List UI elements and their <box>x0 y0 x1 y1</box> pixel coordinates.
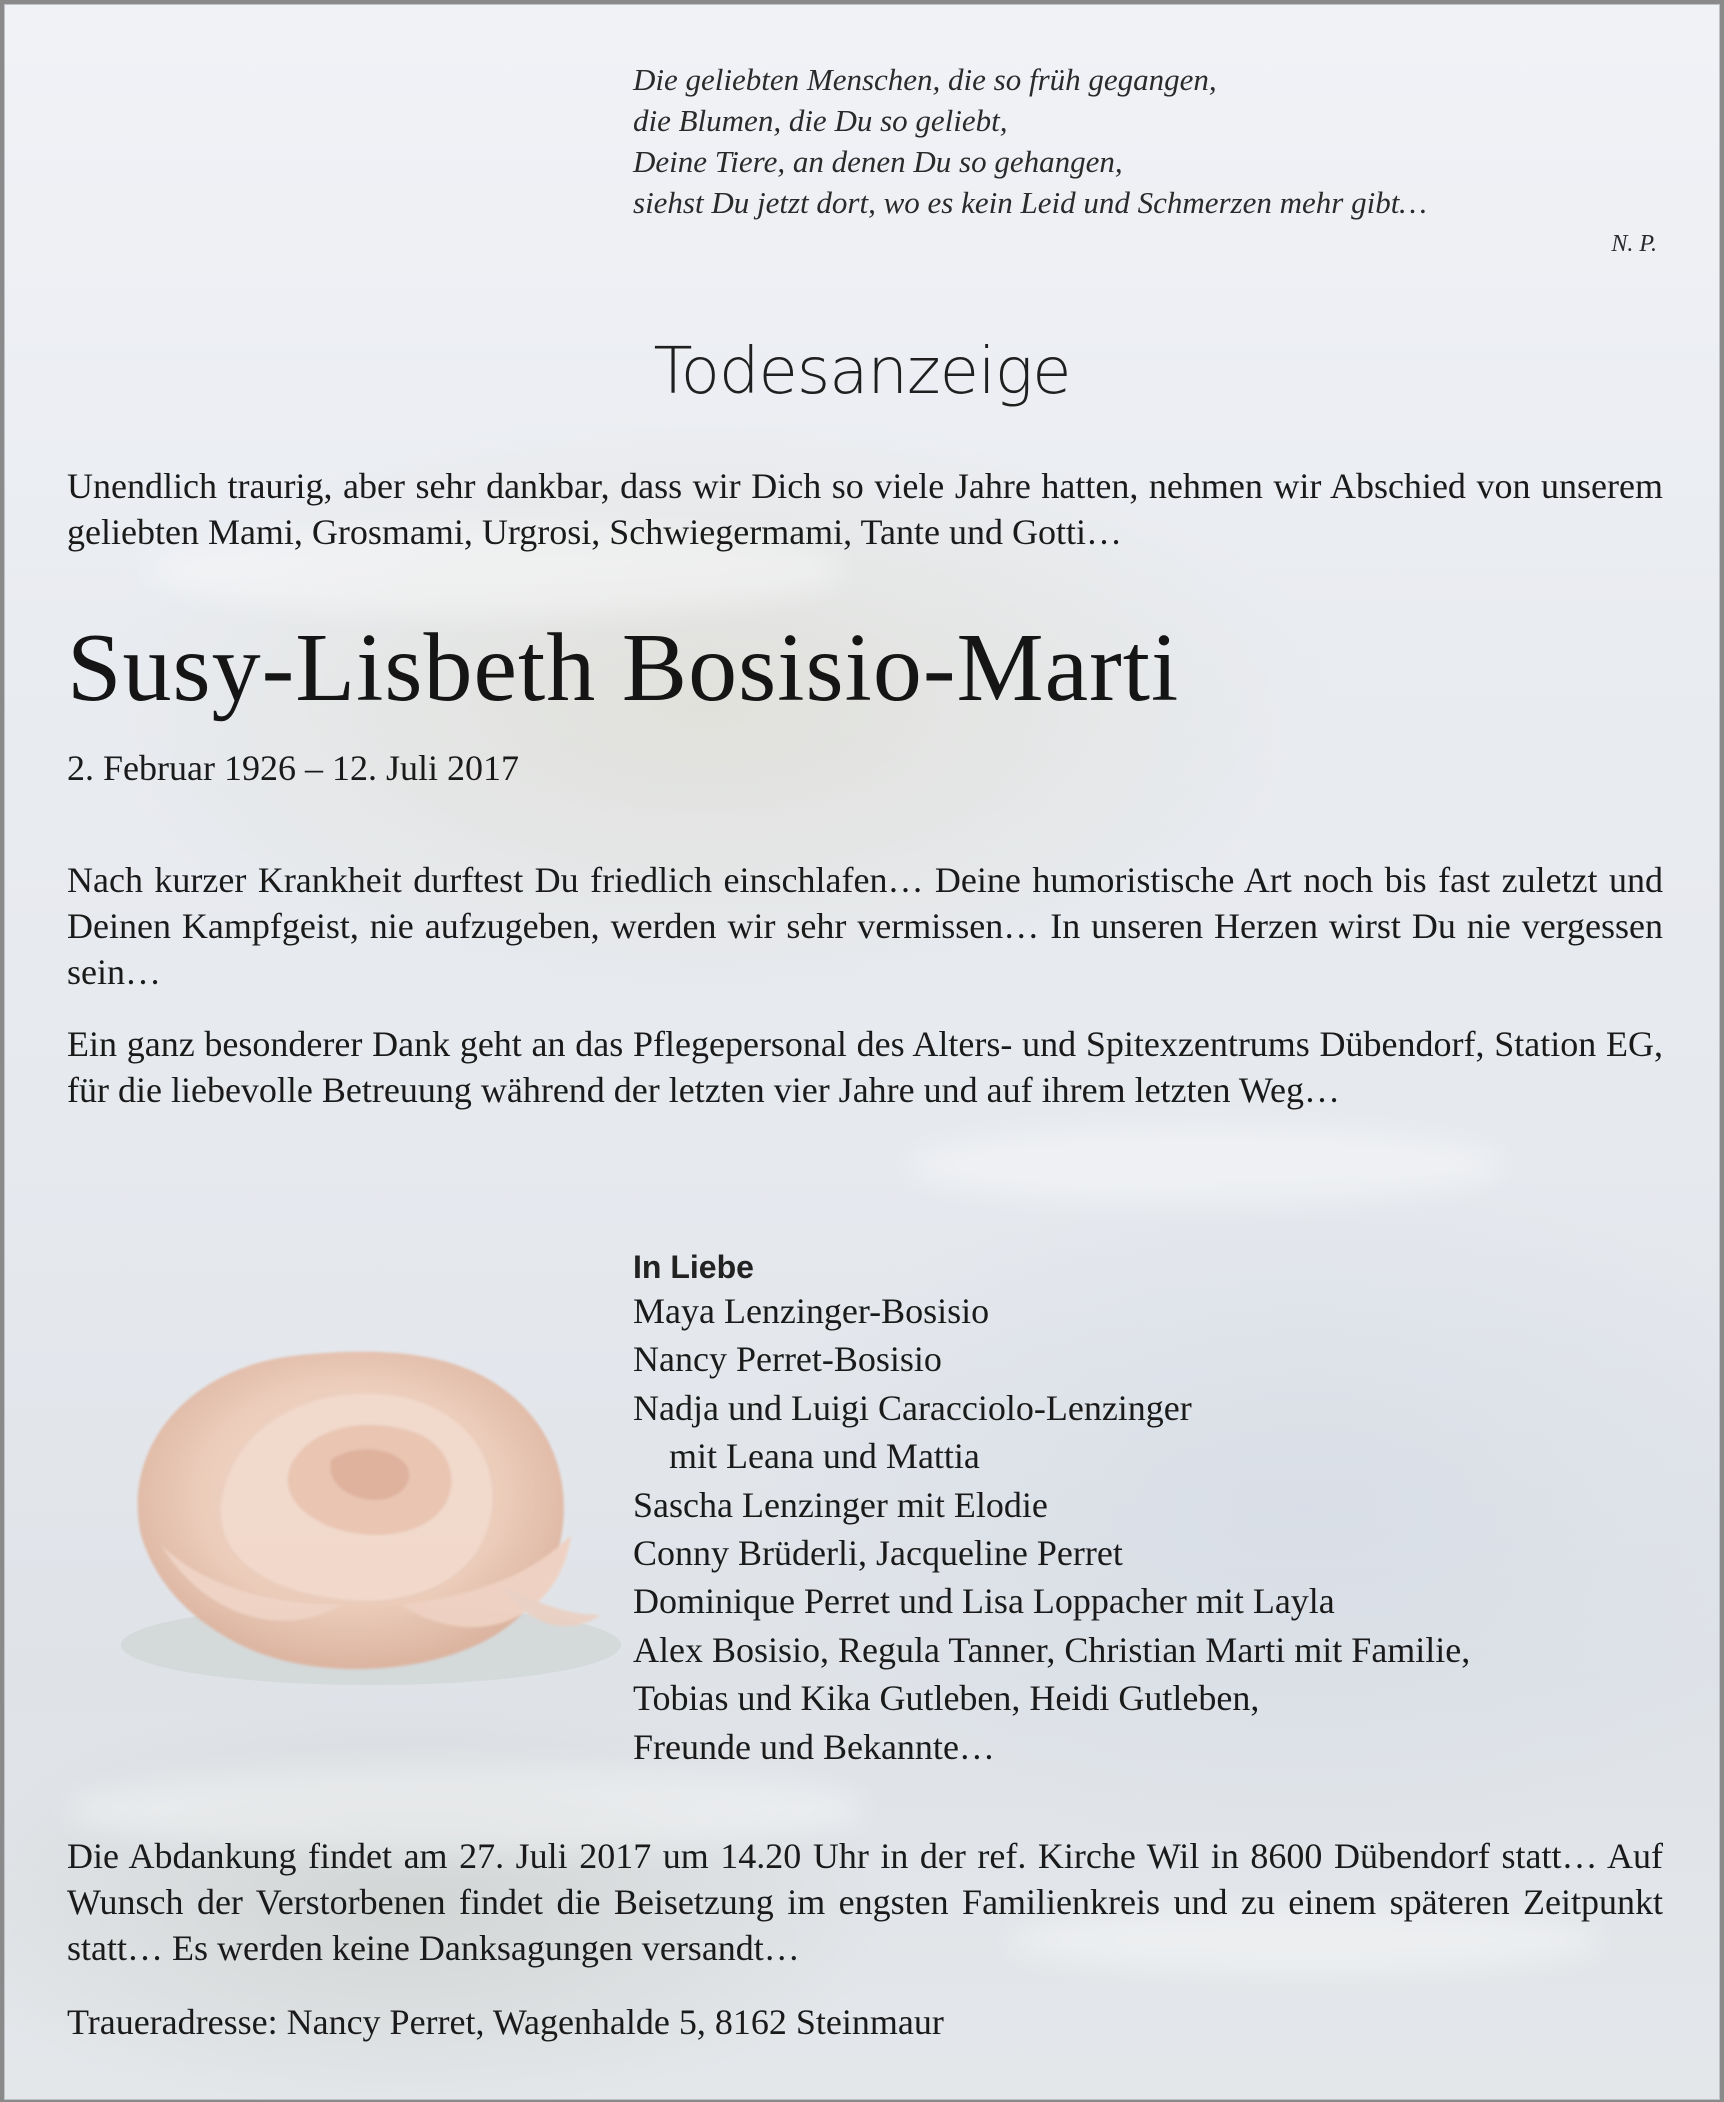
mourners-heading: In Liebe <box>633 1249 754 1285</box>
mourner-name: mit Leana und Mattia <box>669 1436 980 1477</box>
poem-line: die Blumen, die Du so geliebt, <box>633 103 1008 138</box>
mourner-name: Sascha Lenzinger mit Elodie <box>633 1484 1048 1525</box>
mourner-name: Alex Bosisio, Regula Tanner, Christian Marti mit Familie, <box>633 1629 1471 1670</box>
mourners-list <box>633 1247 1673 1771</box>
life-dates: 2. Februar 1926 – 12. Juli 2017 <box>67 748 519 788</box>
mourner-name: Dominique Perret und Lisa Loppacher mit Layla <box>633 1581 1335 1622</box>
poem-signature: N. P. <box>1611 231 1657 257</box>
rose-image <box>101 1285 641 1705</box>
page-title: Todesanzeige <box>653 335 1071 409</box>
obituary-page <box>4 4 1720 2100</box>
paragraph-farewell: Nach kurzer Krankheit durftest Du friedlich einschlafen… Deine humoristische Art noch bis fast zuletzt und Deinen Kampfgeist, nie aufzugeben, werden wir sehr vermissen… In unseren Herzen wirst Du nie vergessen sein… <box>67 860 1663 992</box>
mourner-name: Maya Lenzinger-Bosisio <box>633 1291 990 1331</box>
mourner-name: Tobias und Kika Gutleben, Heidi Gutleben, <box>633 1678 1260 1719</box>
poem <box>633 59 1663 223</box>
mourner-name: Freunde und Bekannte… <box>633 1726 995 1767</box>
deceased-name: Susy-Lisbeth Bosisio-Marti <box>67 614 1180 722</box>
intro-text: Unendlich traurig, aber sehr dankbar, dass wir Dich so viele Jahre hatten, nehmen wir Abschied von unserem geliebten Mami, Grosmami, Urgrosi, Schwiegermami, Tante und Gotti… <box>67 466 1663 552</box>
background-ripple <box>905 1125 1505 1205</box>
poem-line: Deine Tiere, an denen Du so gehangen, <box>633 144 1123 179</box>
mourner-name: Nancy Perret-Bosisio <box>633 1339 942 1380</box>
mourner-name: Conny Brüderli, Jacqueline Perret <box>633 1533 1123 1574</box>
paragraph-thanks: Ein ganz besonderer Dank geht an das Pflegepersonal des Alters- und Spitexzentrums Dübendorf, Station EG, für die liebevolle Betreuung während der letzten vier Jahre und auf ihrem letzten Weg… <box>67 1024 1663 1110</box>
mourning-address: Traueradresse: Nancy Perret, Wagenhalde 5, 8162 Steinmaur <box>67 2002 944 2042</box>
mourner-name: Nadja und Luigi Caracciolo-Lenzinger <box>633 1387 1192 1428</box>
poem-line: Die geliebten Menschen, die so früh gegangen, <box>633 62 1217 97</box>
service-details: Die Abdankung findet am 27. Juli 2017 um 14.20 Uhr in der ref. Kirche Wil in 8600 Dübendorf statt… Auf Wunsch der Verstorbenen findet die Beisetzung im engsten Familienkreis und zu einem späteren Zeitpunkt statt… Es werden keine Danksagungen versandt… <box>67 1836 1663 1968</box>
poem-line: siehst Du jetzt dort, wo es kein Leid und Schmerzen mehr gibt… <box>633 185 1427 220</box>
